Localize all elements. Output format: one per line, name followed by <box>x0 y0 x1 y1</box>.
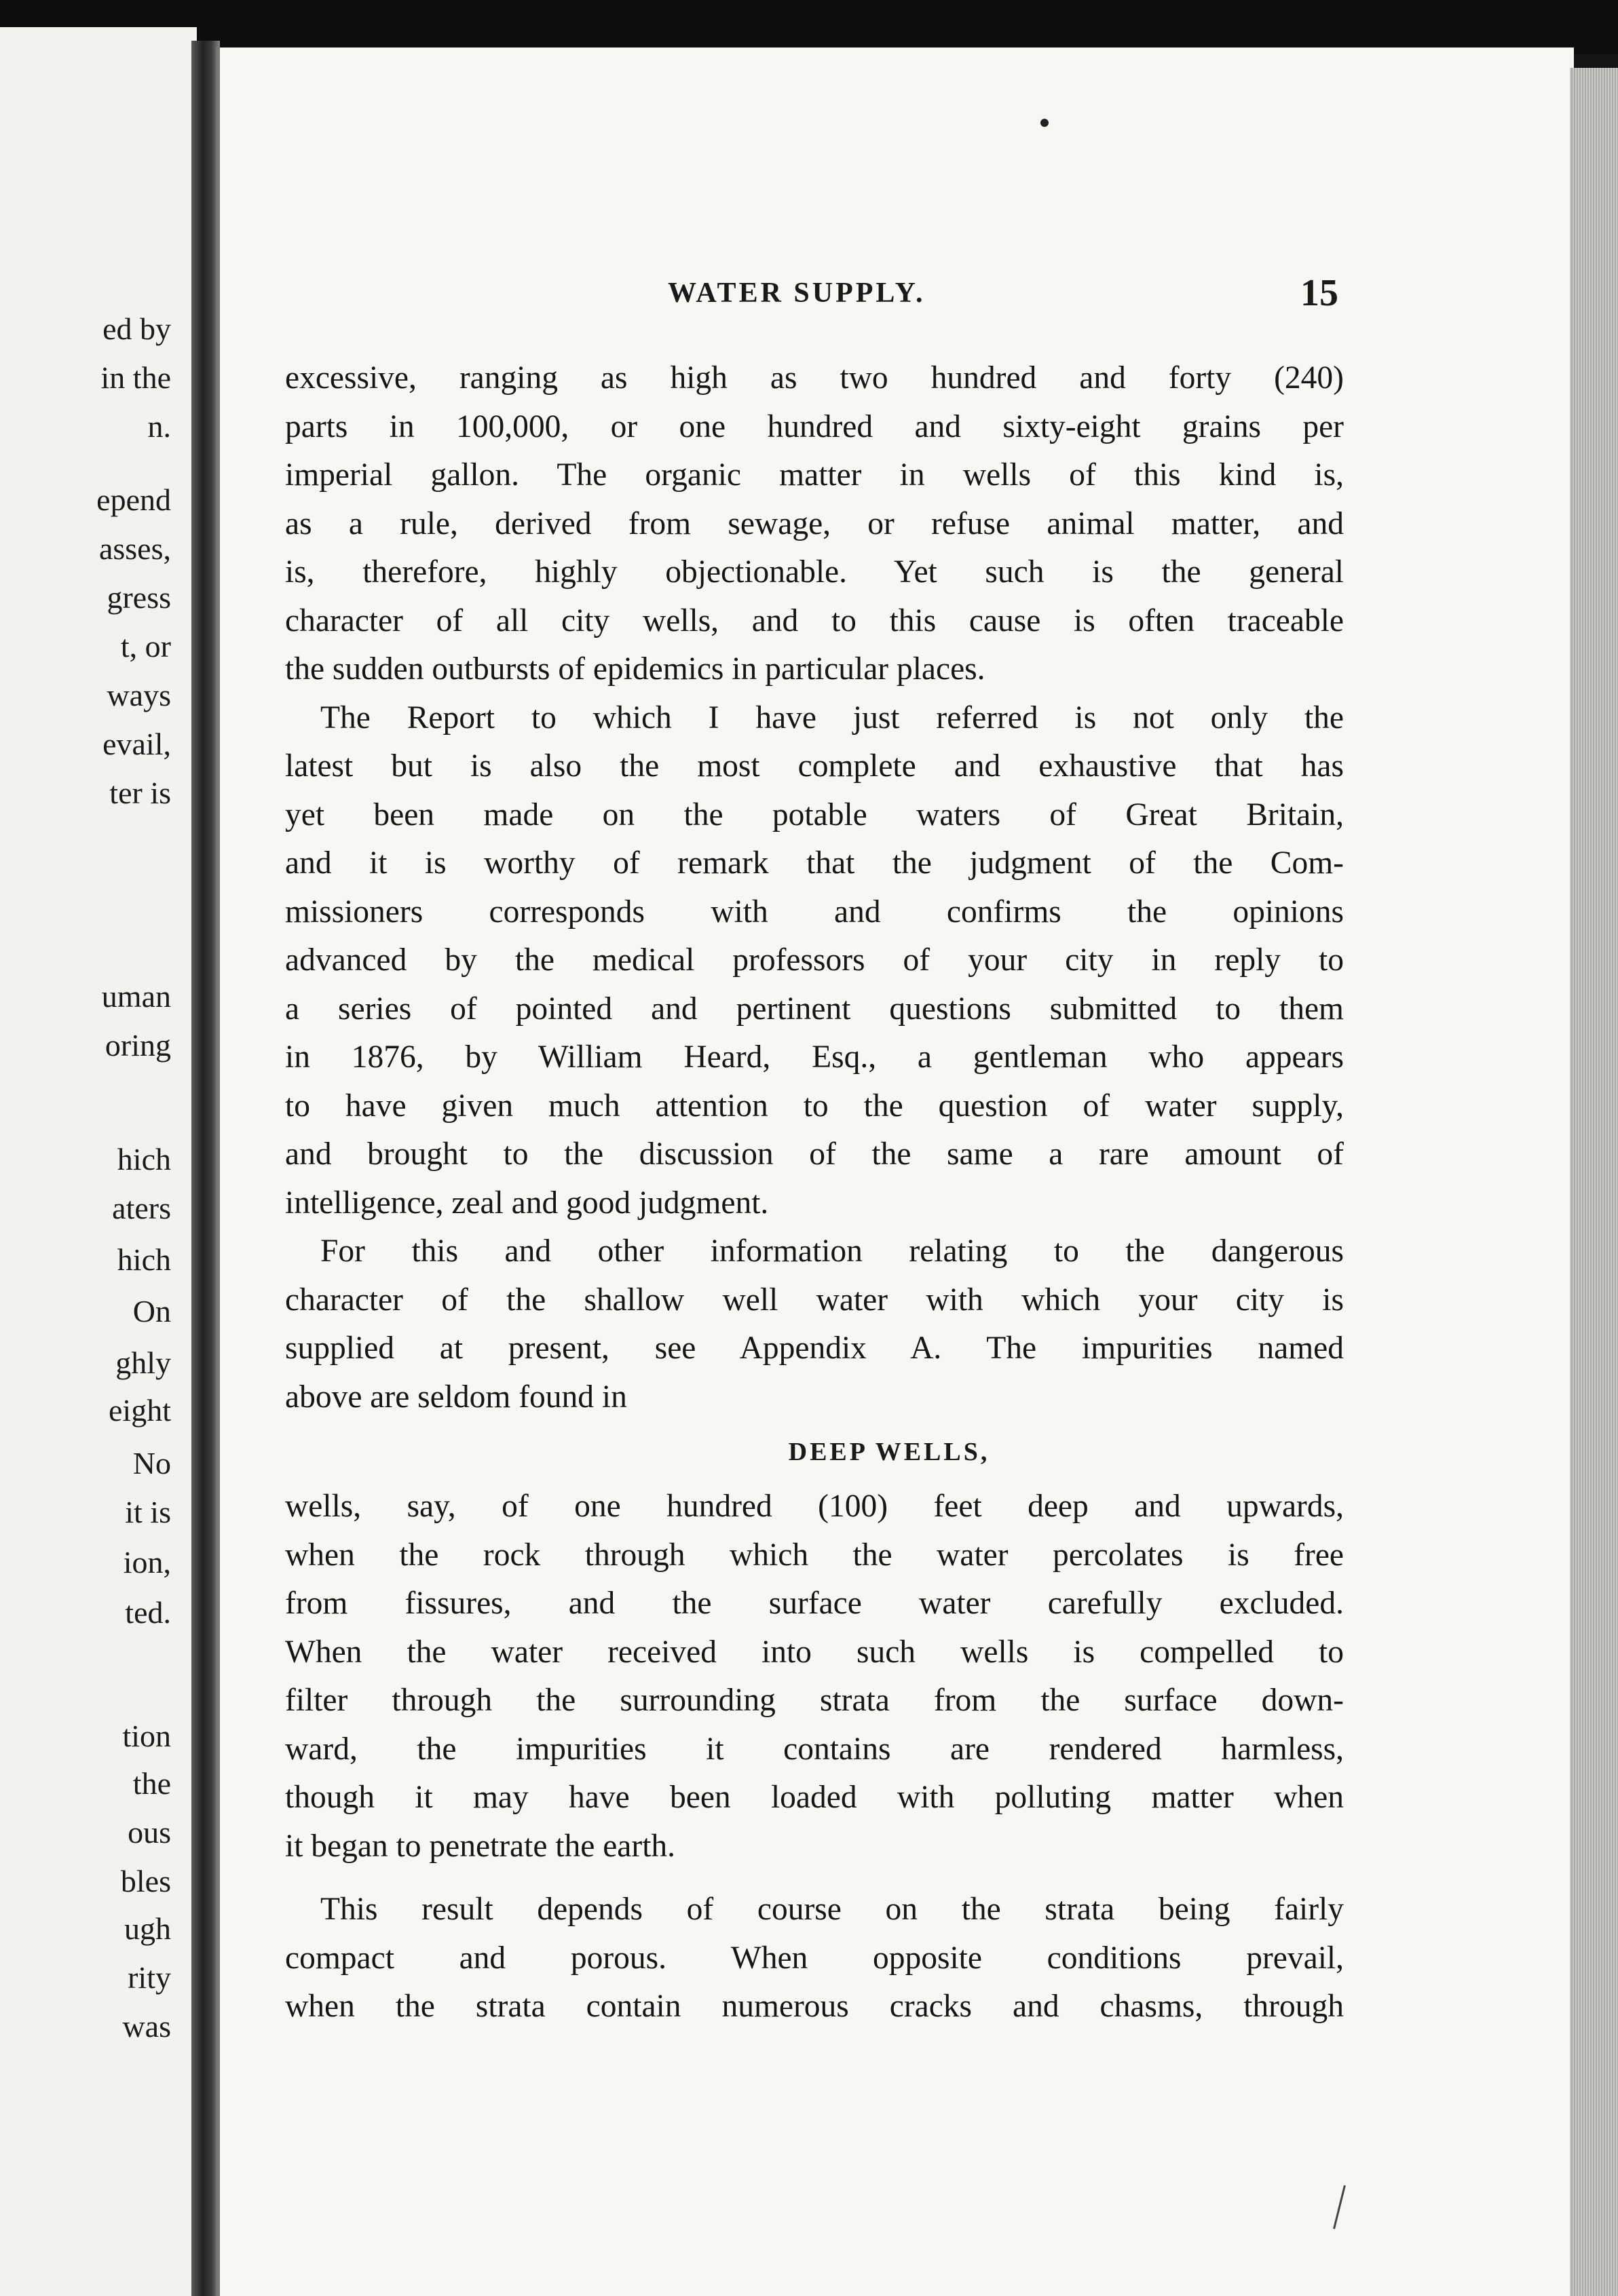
left-fragment: evail, <box>102 727 171 761</box>
left-fragment: rity <box>128 1960 171 1995</box>
left-fragment: ugh <box>124 1911 171 1946</box>
left-fragment: t, or <box>120 629 171 664</box>
left-fragment: was <box>122 2009 171 2044</box>
paragraph-5 <box>285 1886 1344 2031</box>
left-fragment: ous <box>128 1815 171 1850</box>
left-fragment: ted. <box>125 1595 171 1630</box>
text-line: a series of pointed and pertinent questions submitted to them <box>285 991 1344 1027</box>
text-line: When the water received into such wells is compelled to <box>285 1634 1344 1670</box>
paragraph-4 <box>285 1482 1344 1871</box>
text-line: supplied at present, see Appendix A. The impurities named <box>285 1331 1344 1366</box>
text-line: though it may have been loaded with polluting matter when <box>285 1780 1344 1815</box>
text-line: parts in 100,000, or one hundred and sixty-eight grains per <box>285 408 1344 444</box>
left-fragment: in the <box>100 360 171 395</box>
left-fragment: the <box>132 1766 171 1801</box>
text-line: yet been made on the potable waters of Great Britain, <box>285 797 1344 833</box>
text-line: when the strata contain numerous cracks and chasms, through <box>285 1989 1344 2024</box>
main-page <box>216 47 1574 2296</box>
paragraph-3 <box>285 1227 1344 1421</box>
text-line: ward, the impurities it contains are rendered harmless, <box>285 1731 1344 1767</box>
left-fragment: tion <box>122 1719 171 1753</box>
text-line: it began to penetrate the earth. <box>285 1828 676 1864</box>
text-line: above are seldom found in <box>285 1379 627 1415</box>
left-fragment: eight <box>109 1393 171 1428</box>
text-line: and it is worthy of remark that the judgment of the Com- <box>285 845 1344 881</box>
text-line: For this and other information relating to the dangerous <box>320 1233 1344 1269</box>
text-line: character of all city wells, and to this cause is often traceable <box>285 602 1344 638</box>
text-line: missioners corresponds with and confirms the opinions <box>285 894 1344 930</box>
text-line: as a rule, derived from sewage, or refuse animal matter, and <box>285 505 1344 541</box>
left-fragment: On <box>132 1294 171 1328</box>
text-line: filter through the surrounding strata from the surface down- <box>285 1683 1344 1718</box>
scan-border <box>0 0 1618 54</box>
left-fragment: gress <box>107 580 171 615</box>
text-line: to have given much attention to the question of water supply, <box>285 1088 1344 1124</box>
text-line: and brought to the discussion of the same a rare amount of <box>285 1136 1344 1172</box>
page-number: 15 <box>1300 272 1338 314</box>
paragraph-gap <box>285 1871 1344 1886</box>
left-fragment: ways <box>107 678 171 712</box>
left-fragment: it is <box>125 1495 171 1529</box>
text-line: imperial gallon. The organic matter in wells of this kind is, <box>285 457 1344 493</box>
left-fragment: n. <box>147 409 171 444</box>
page-stack-edge <box>1570 68 1618 2296</box>
section-heading: DEEP WELLS, <box>788 1438 990 1466</box>
left-fragment: epend <box>96 482 171 517</box>
left-fragment: No <box>132 1446 171 1480</box>
text-line: from fissures, and the surface water carefully excluded. <box>285 1586 1344 1621</box>
left-fragment: ion, <box>123 1545 171 1580</box>
text-line: compact and porous. When opposite conditions prevail, <box>285 1940 1344 1976</box>
text-line: latest but is also the most complete and exhaustive that has <box>285 748 1344 784</box>
text-line: advanced by the medical professors of your city in reply to <box>285 942 1344 978</box>
paragraph-2 <box>285 694 1344 1228</box>
ink-dot <box>1040 119 1049 127</box>
paragraph-1 <box>285 354 1344 694</box>
text-line: This result depends of course on the strata being fairly <box>320 1892 1344 1927</box>
left-fragment: bles <box>120 1864 171 1898</box>
left-fragment: oring <box>105 1028 171 1063</box>
left-fragment: ter is <box>109 776 171 810</box>
text-line: when the rock through which the water percolates is free <box>285 1537 1344 1573</box>
left-fragment: ed by <box>102 311 171 346</box>
text-line: wells, say, of one hundred (100) feet deep and upwards, <box>285 1489 1344 1524</box>
text-line: is, therefore, highly objectionable. Yet such is the general <box>285 554 1344 590</box>
page-header <box>220 271 1574 319</box>
text-line: intelligence, zeal and good judgment. <box>285 1185 769 1221</box>
running-head: WATER SUPPLY. <box>668 278 926 309</box>
left-page-fragment <box>0 27 197 2296</box>
left-fragment: ghly <box>115 1345 171 1380</box>
pencil-mark <box>1333 2185 1346 2230</box>
text-line: character of the shallow well water with which your city is <box>285 1282 1344 1318</box>
text-line: excessive, ranging as high as two hundred and forty (240) <box>285 360 1344 396</box>
left-fragment: asses, <box>98 531 171 566</box>
text-line: The Report to which I have just referred is not only the <box>320 700 1344 735</box>
left-fragment: hich <box>117 1142 171 1176</box>
text-line: in 1876, by William Heard, Esq., a gentleman who appears <box>285 1039 1344 1075</box>
left-fragment: uman <box>101 979 171 1014</box>
left-fragment: hich <box>117 1242 171 1277</box>
left-fragment: aters <box>112 1191 171 1225</box>
body-text <box>285 354 1344 2031</box>
text-line: the sudden outbursts of epidemics in particular places. <box>285 651 985 687</box>
